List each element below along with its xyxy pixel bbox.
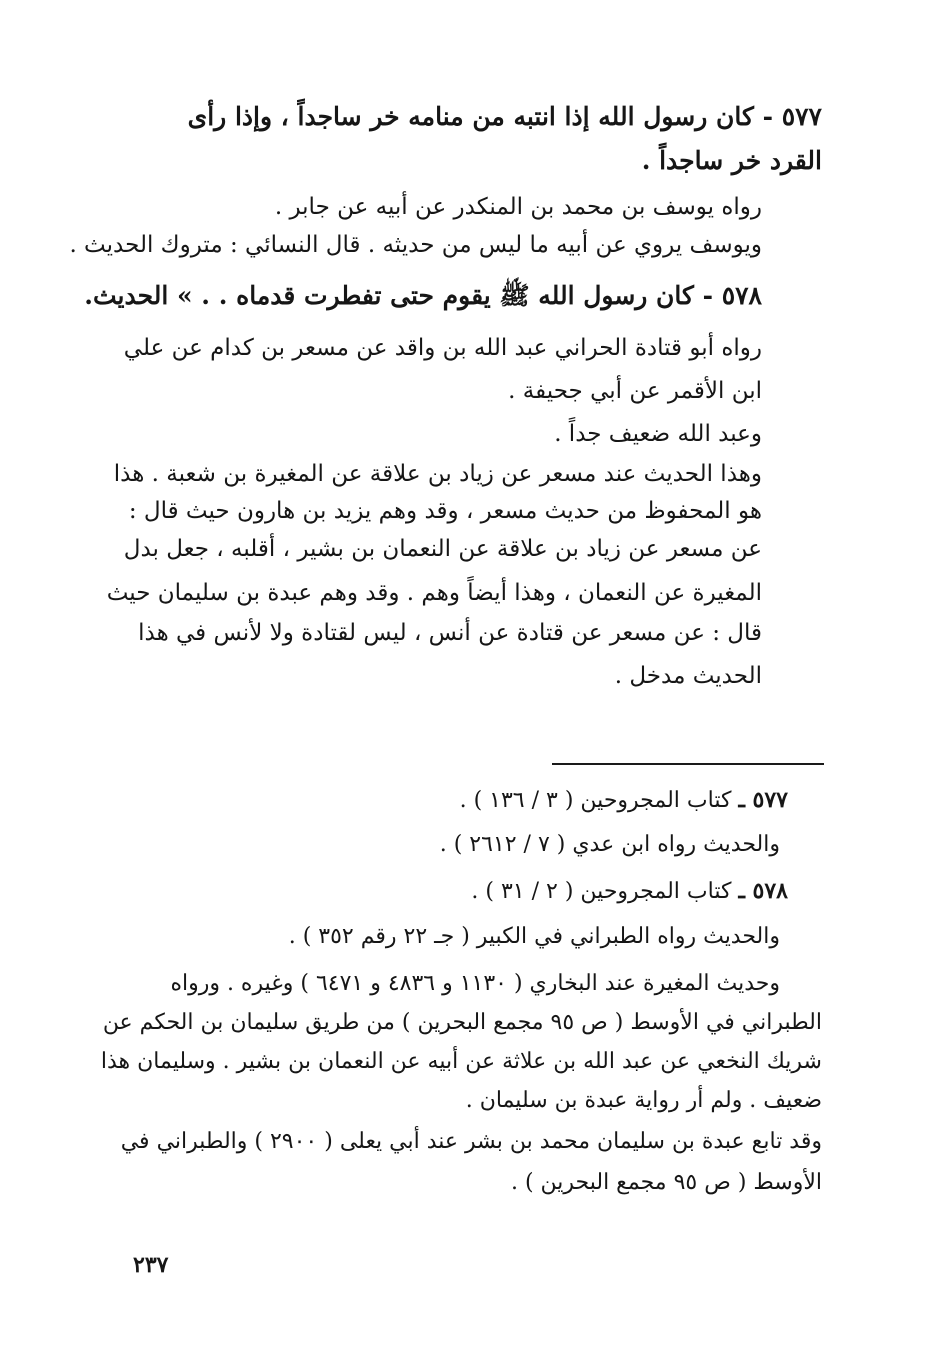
hadith-578-commentary-line-1: رواه أبو قتادة الحراني عبد الله بن واقد عن مسعر بن كدام عن علي [123,335,762,361]
footnote-577-source: كتاب المجروحين ( ٣ / ١٣٦ ) . [459,788,732,813]
footnote-578-line-6: ضعيف . ولم أر رواية عبدة بن سليمان . [465,1088,822,1113]
footnote-578-line-5: شريك النخعي عن عبد الله بن علاثة عن أبيه عن النعمان بن بشير . وسليمان هذا [100,1049,822,1074]
hadith-578-commentary-line-5: هو المحفوظ من حديث مسعر ، وقد وهم يزيد بن هارون حيث قال : [128,498,762,524]
hadith-578-commentary-line-8: قال : عن مسعر عن قتادة عن أنس ، ليس لقتادة ولا لأنس في هذا [138,620,762,646]
footnote-578-line-1 [471,880,788,903]
footnote-578-line-7: وقد تابع عبدة بن سليمان محمد بن بشر عند أبي يعلى ( ٢٩٠٠ ) والطبراني في [120,1129,822,1154]
footnote-578-line-3: وحديث المغيرة عند البخاري ( ١١٣٠ و ٤٨٣٦ و ٦٤٧١ ) وغيره . ورواه [170,971,780,996]
footnote-578-source: كتاب المجروحين ( ٢ / ٣١ ) . [471,879,732,904]
hadith-578-commentary-line-3: وعبد الله ضعيف جداً . [554,421,762,447]
hadith-578-commentary-line-7: المغيرة عن النعمان ، وهذا أيضاً وهم . وقد وهم عبدة بن سليمان حيث [106,580,762,606]
hadith-578-commentary-line-2: ابن الأقمر عن أبي جحيفة . [508,378,762,404]
hadith-577-text-line-2: القرد خر ساجداً . [641,146,822,175]
hadith-577-text-line-1: ٥٧٧ - كان رسول الله إذا انتبه من منامه خر ساجداً ، وإذا رأى [187,102,822,131]
footnote-577-number: ٥٧٧ ـ [738,787,788,813]
hadith-578-commentary-line-4: وهذا الحديث عند مسعر عن زياد بن علاقة عن المغيرة بن شعبة . هذا [113,461,762,487]
footnote-separator [552,763,824,765]
hadith-577-commentary-line-2: ويوسف يروي عن أبيه ما ليس من حديثه . قال النسائي : متروك الحديث . [69,232,762,258]
footnote-578-number: ٥٧٨ ـ [738,878,788,904]
hadith-578-text-line-1: ٥٧٨ - كان رسول الله ﷺ يقوم حتى تفطرت قدماه . . » الحديث. [84,281,762,310]
footnote-578-line-8: الأوسط ( ص ٩٥ مجمع البحرين ) . [510,1170,822,1195]
hadith-577-commentary-line-1: رواه يوسف بن محمد بن المنكدر عن أبيه عن جابر . [274,194,762,220]
footnote-577-line-1 [460,789,788,812]
footnote-578-line-4: الطبراني في الأوسط ( ص ٩٥ مجمع البحرين ) من طريق سليمان بن الحكم عن [102,1010,822,1035]
footnote-577-line-2: والحديث رواه ابن عدي ( ٧ / ٢٦١٢ ) . [439,832,780,857]
footnote-578-line-2: والحديث رواه الطبراني في الكبير ( جـ ٢٢ رقم ٣٥٢ ) . [288,924,780,949]
hadith-578-commentary-line-9: الحديث مدخل . [614,663,762,689]
hadith-578-commentary-line-6: عن مسعر عن زياد بن علاقة عن النعمان بن بشير ، أقلبه ، جعل بدل [123,536,762,562]
page-number: ٢٣٧ [133,1252,169,1278]
